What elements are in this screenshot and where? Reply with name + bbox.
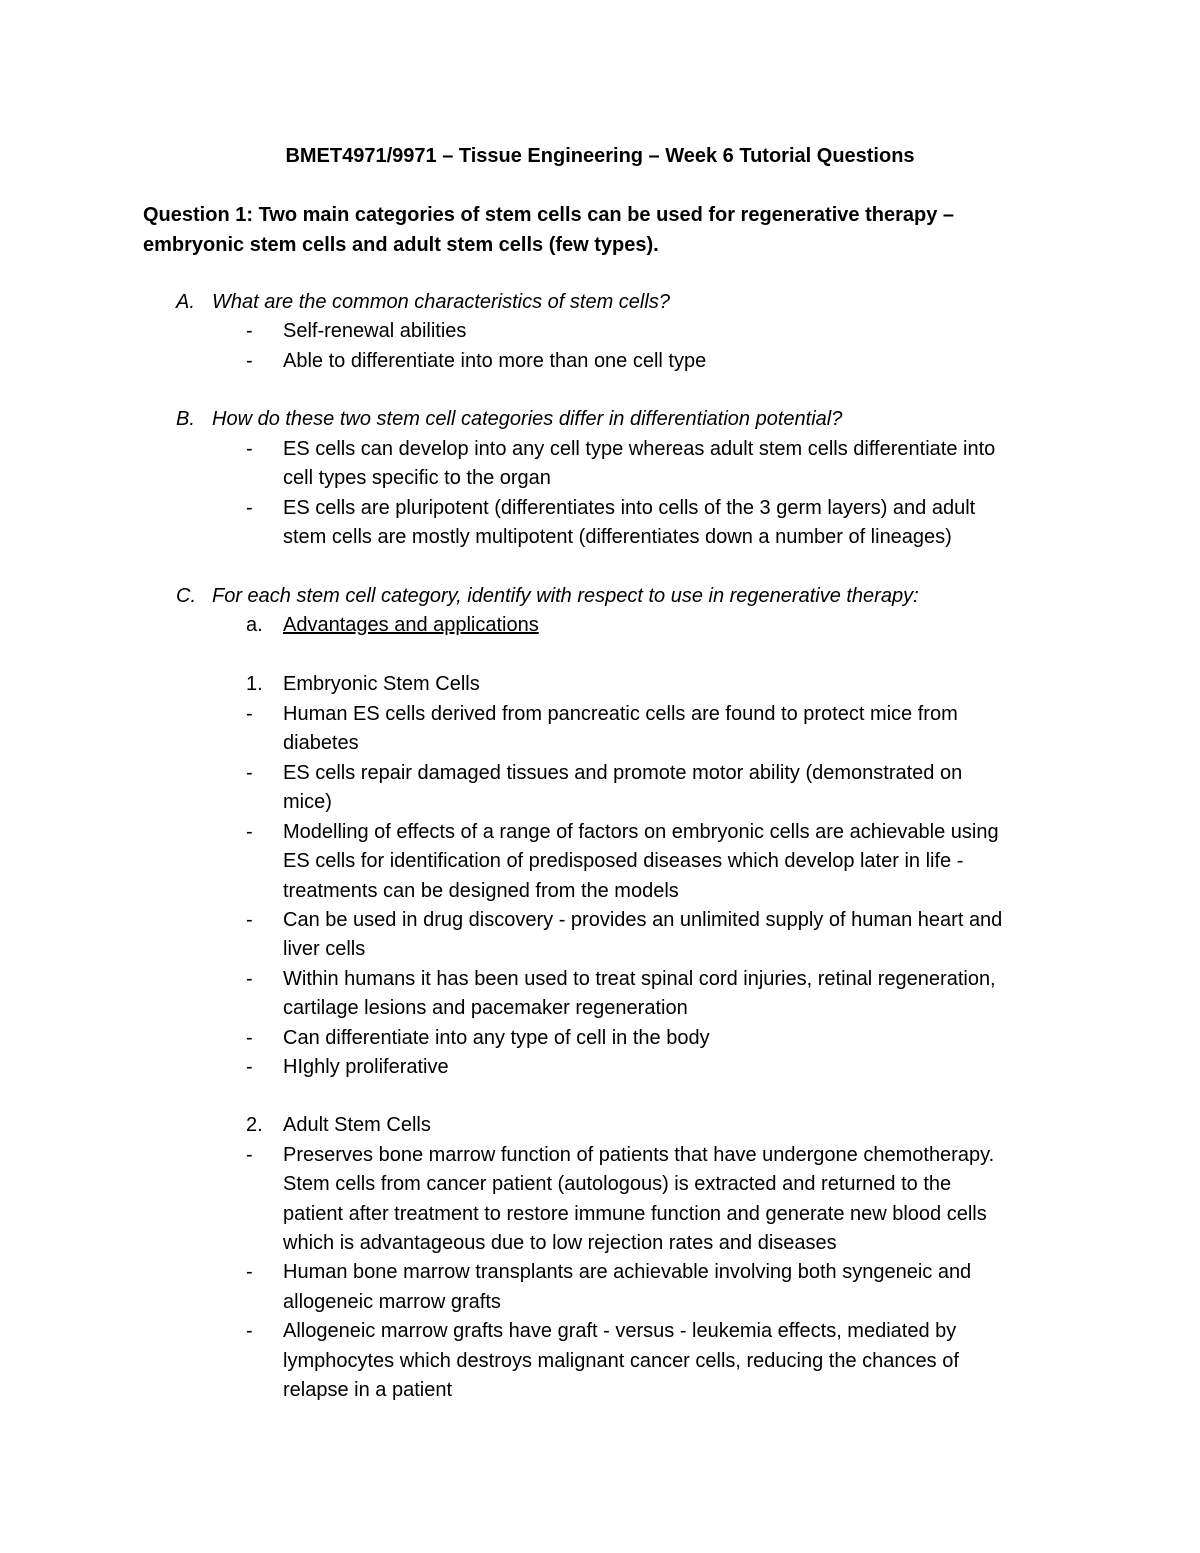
part-a-bullet: Self-renewal abilities [283, 320, 467, 342]
bullet-dash: - [246, 1027, 253, 1049]
bullet-dash: - [246, 438, 253, 460]
adult-bullet-cont: allogeneic marrow grafts [283, 1291, 501, 1313]
bullet-dash: - [246, 497, 253, 519]
embryonic-bullet: Modelling of effects of a range of factors on embryonic cells are achievable using [283, 821, 999, 843]
part-b-bullet-cont: cell types specific to the organ [283, 467, 551, 489]
embryonic-bullet: Can be used in drug discovery - provides an unlimited supply of human heart and [283, 909, 1003, 931]
part-a-question: What are the common characteristics of stem cells? [212, 291, 670, 313]
bullet-dash: - [246, 1320, 253, 1342]
bullet-dash: - [246, 909, 253, 931]
embryonic-bullet-cont: treatments can be designed from the models [283, 880, 679, 902]
sub-a-label: Advantages and applications [283, 614, 539, 636]
adult-bullet: Preserves bone marrow function of patients that have undergone chemotherapy. [283, 1144, 995, 1166]
question-1-heading-line: Question 1: Two main categories of stem cells can be used for regenerative therapy – [143, 204, 954, 226]
embryonic-bullet: ES cells repair damaged tissues and promote motor ability (demonstrated on [283, 762, 963, 784]
embryonic-bullet-cont: cartilage lesions and pacemaker regeneration [283, 997, 688, 1019]
adult-bullet-cont: patient after treatment to restore immune function and generate new blood cells [283, 1203, 987, 1225]
bullet-dash: - [246, 703, 253, 725]
adult-bullet-cont: relapse in a patient [283, 1379, 453, 1401]
bullet-dash: - [246, 1144, 253, 1166]
part-a-bullet: Able to differentiate into more than one cell type [283, 350, 707, 372]
part-b-question: How do these two stem cell categories differ in differentiation potential? [212, 408, 843, 430]
embryonic-bullet: Can differentiate into any type of cell in the body [283, 1027, 710, 1049]
adult-label: Adult Stem Cells [283, 1114, 431, 1136]
bullet-dash: - [246, 821, 253, 843]
embryonic-label: Embryonic Stem Cells [283, 673, 480, 695]
embryonic-marker: 1. [246, 673, 263, 695]
embryonic-bullet-cont: liver cells [283, 938, 366, 960]
embryonic-bullet-cont: mice) [283, 791, 332, 813]
bullet-dash: - [246, 762, 253, 784]
part-b-bullet-cont: stem cells are mostly multipotent (differentiates down a number of lineages) [283, 526, 952, 548]
adult-bullet-cont: which is advantageous due to low rejection rates and diseases [283, 1232, 837, 1254]
part-b-bullet: ES cells are pluripotent (differentiates into cells of the 3 germ layers) and adult [283, 497, 976, 519]
page-title: BMET4971/9971 – Tissue Engineering – Week 6 Tutorial Questions [285, 145, 915, 167]
adult-bullet-cont: Stem cells from cancer patient (autologous) is extracted and returned to the [283, 1173, 952, 1195]
part-a-marker: A. [176, 291, 195, 313]
bullet-dash: - [246, 320, 253, 342]
adult-marker: 2. [246, 1114, 263, 1136]
adult-bullet-cont: lymphocytes which destroys malignant cancer cells, reducing the chances of [283, 1350, 959, 1372]
part-b-bullet: ES cells can develop into any cell type whereas adult stem cells differentiate into [283, 438, 996, 460]
adult-bullet: Human bone marrow transplants are achievable involving both syngeneic and [283, 1261, 972, 1283]
sub-a-marker: a. [246, 614, 263, 636]
part-b-marker: B. [176, 408, 195, 430]
adult-bullet: Allogeneic marrow grafts have graft - versus - leukemia effects, mediated by [283, 1320, 957, 1342]
bullet-dash: - [246, 968, 253, 990]
embryonic-bullet: Within humans it has been used to treat spinal cord injuries, retinal regeneration, [283, 968, 996, 990]
question-1-heading [143, 200, 1063, 260]
embryonic-bullet: HIghly proliferative [283, 1056, 449, 1078]
bullet-dash: - [246, 1261, 253, 1283]
question-1-heading-line: embryonic stem cells and adult stem cells (few types). [143, 234, 659, 256]
bullet-dash: - [246, 1056, 253, 1078]
embryonic-bullet-cont: ES cells for identification of predisposed diseases which develop later in life - [283, 850, 964, 872]
embryonic-bullet-cont: diabetes [283, 732, 359, 754]
bullet-dash: - [246, 350, 253, 372]
embryonic-bullet: Human ES cells derived from pancreatic cells are found to protect mice from [283, 703, 958, 725]
part-c-marker: C. [176, 585, 196, 607]
part-c-question: For each stem cell category, identify with respect to use in regenerative therapy: [212, 585, 919, 607]
